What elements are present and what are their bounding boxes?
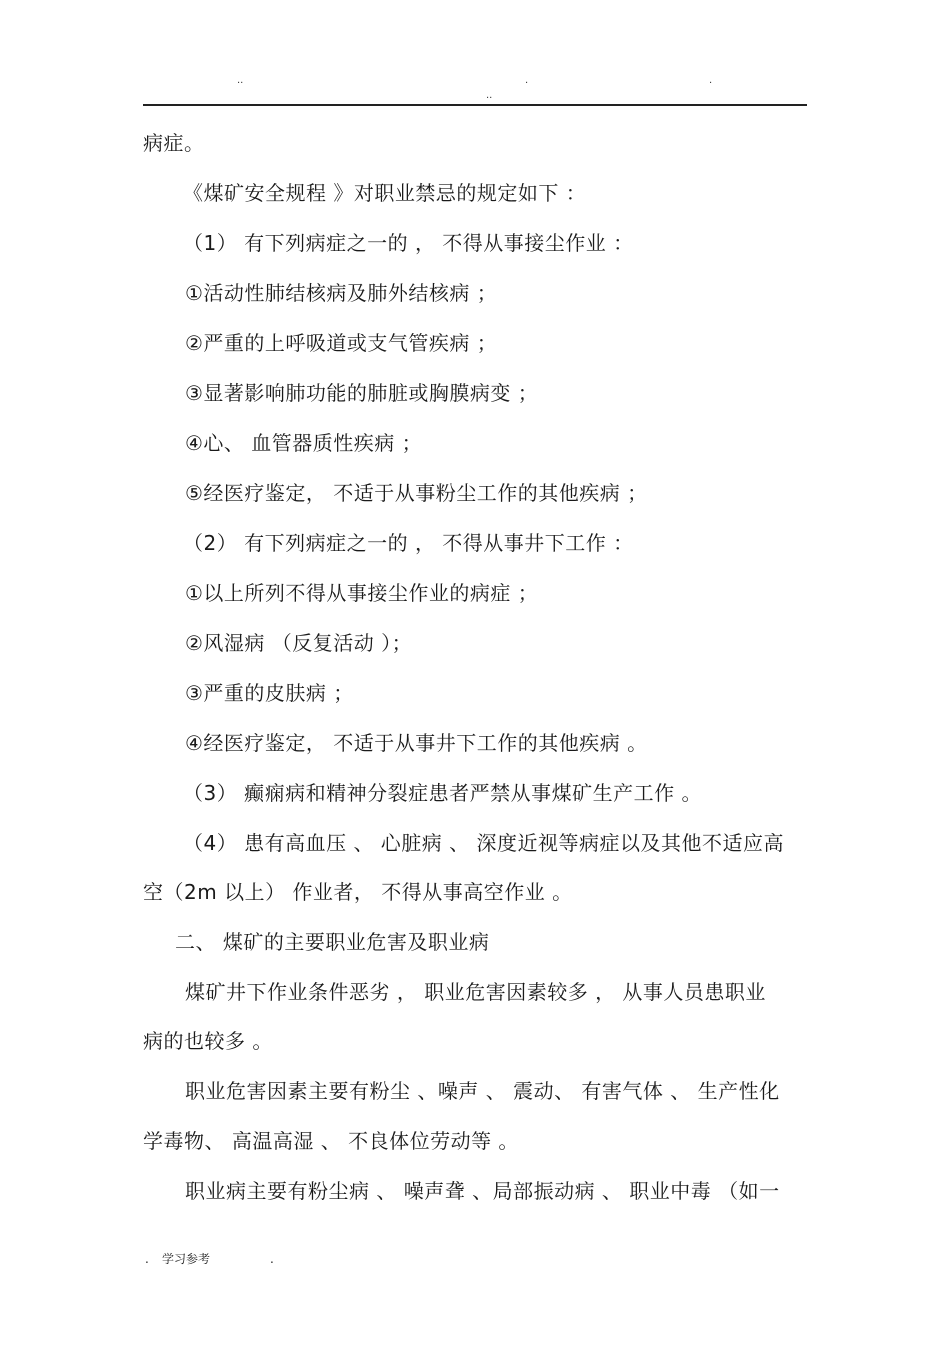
footer-label: 学习参考 [162,1252,211,1266]
text-line: 《煤矿安全规程 》对职业禁忌的规定如下 ： [183,181,587,205]
header-dot: . [525,75,529,86]
text-line: ②严重的上呼吸道或支气管疾病 ； [185,331,498,355]
text-line: 空（2m 以上） 作业者， 不得从事高空作业 。 [143,880,573,904]
text-line: ④心、 血管器质性疾病 ； [185,431,423,455]
footer-dot: . [270,1252,274,1266]
text-line: ⑤经医疗鉴定， 不适于从事粉尘工作的其他疾病 ； [185,481,648,505]
text-line: ③显著影响肺功能的肺脏或胸膜病变 ； [185,381,539,405]
text-line: 职业病主要有粉尘病 、 噪声聋 、局部振动病 、 职业中毒 （如一 [185,1179,780,1203]
footer-dot: . [145,1252,149,1266]
text-line: ③严重的皮肤病 ； [185,681,354,705]
text-line: 职业危害因素主要有粉尘 、噪声 、 震动、 有害气体 、 生产性化 [185,1079,780,1103]
text-line: 二、 煤矿的主要职业危害及职业病 [175,930,490,954]
header-rule [143,104,807,106]
text-line: ②风湿病 （反复活动 ）； [185,631,413,655]
text-line: 煤矿井下作业条件恶劣 ， 职业危害因素较多 ， 从事人员患职业 [185,980,766,1004]
text-line: ①以上所列不得从事接尘作业的病症 ； [185,581,539,605]
text-line: 学毒物、 高温高湿 、 不良体位劳动等 。 [143,1129,519,1153]
text-line: ①活动性肺结核病及肺外结核病 ； [185,281,498,305]
text-line: ④经医疗鉴定， 不适于从事井下工作的其他疾病 。 [185,731,648,755]
text-line: （3） 癫痫病和精神分裂症患者严禁从事煤矿生产工作 。 [183,781,702,805]
text-line: （2） 有下列病症之一的 ， 不得从事井下工作 ： [183,531,634,555]
text-line: （1） 有下列病症之一的 ， 不得从事接尘作业 ： [183,231,634,255]
header-dot: .. [486,90,493,101]
text-line: （4） 患有高血压 、 心脏病 、 深度近视等病症以及其他不适应高 [183,831,785,855]
text-line: 病症。 [143,131,205,155]
text-line: 病的也较多 。 [143,1029,273,1053]
header-dot: . [709,75,713,86]
header-dot: .. [237,75,244,86]
